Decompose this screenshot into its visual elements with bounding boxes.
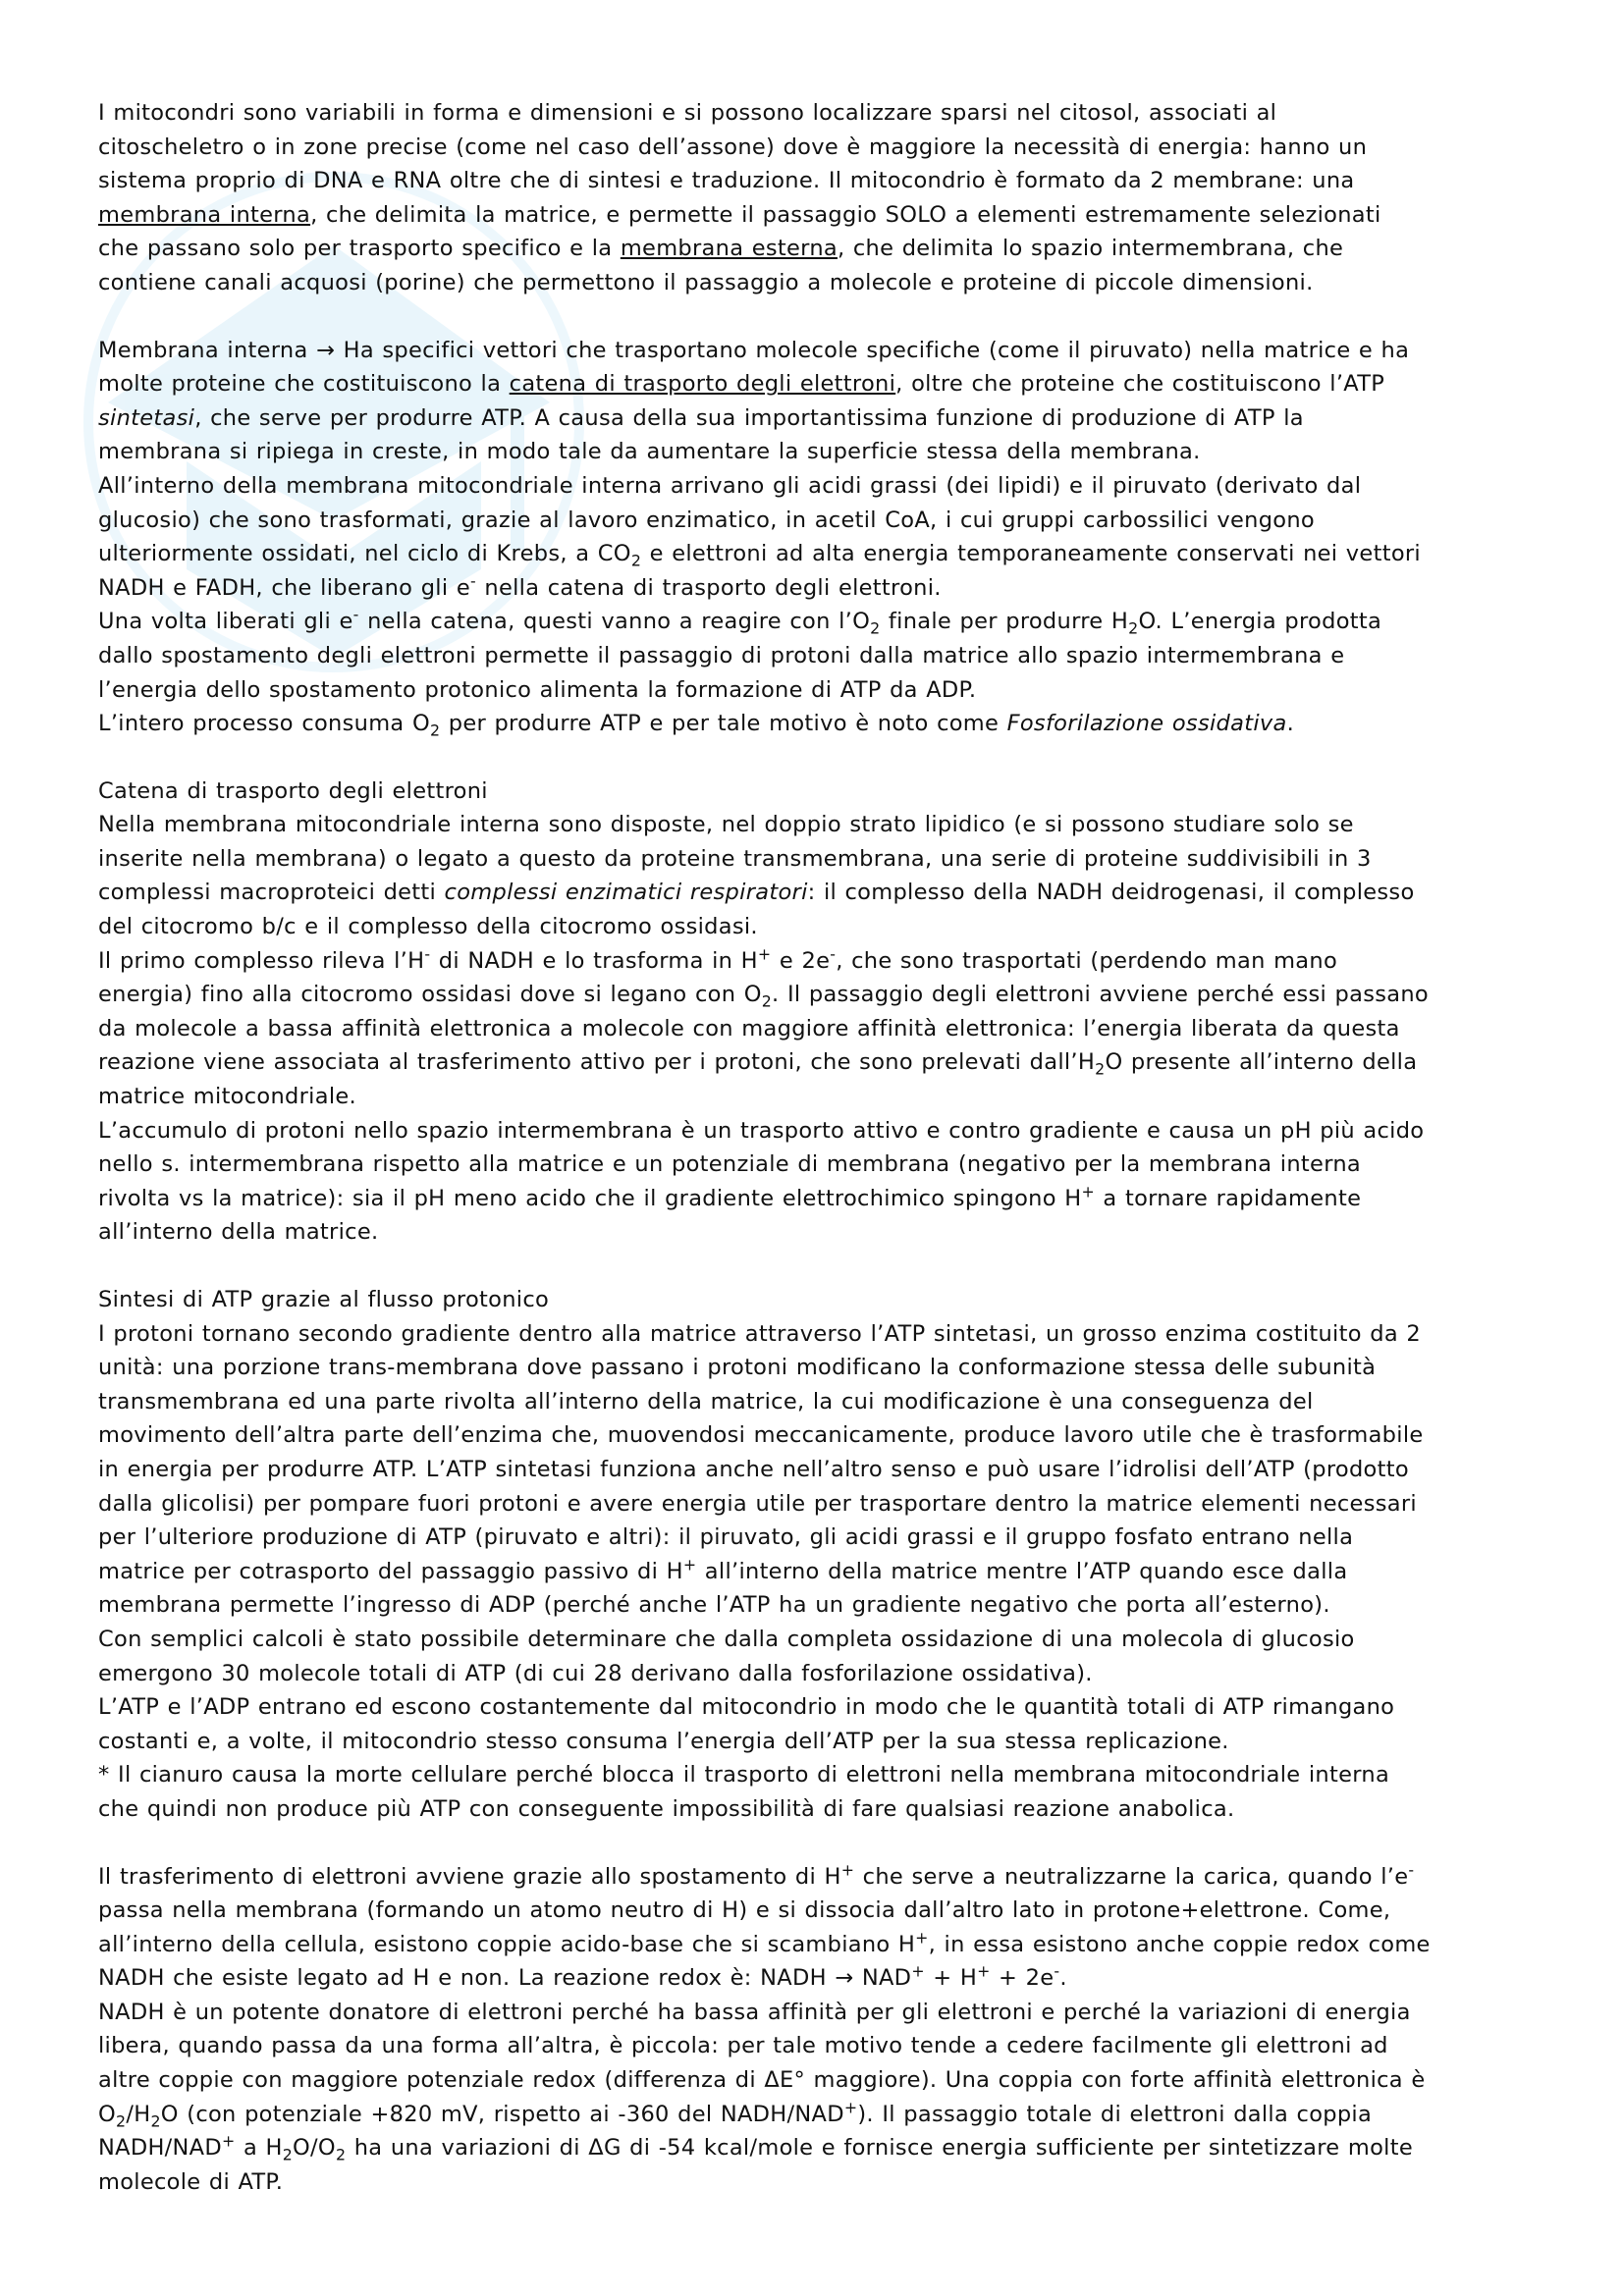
- text-line: Con semplici calcoli è stato possibile determinare che dalla completa ossidazione di una molecola di glucosio: [98, 1626, 1355, 1652]
- text-line: I protoni tornano secondo gradiente dentro alla matrice attraverso l’ATP sintetasi, un grosso enzima costituito da 2: [98, 1320, 1421, 1347]
- text-line: [98, 232, 1532, 266]
- text-line: costanti e, a volte, il mitocondrio stesso consuma l’energia dell’ATP per la sua stessa replicazione.: [98, 1728, 1229, 1754]
- text-line: per l’ulteriore produzione di ATP (piruvato e altri): il piruvato, gli acidi grassi e il gruppo fosfato entrano nella: [98, 1524, 1354, 1551]
- text-line: [98, 571, 1532, 606]
- text-run: : il complesso della NADH deidrogenasi, il complesso: [807, 880, 1415, 906]
- text-line: [98, 401, 1532, 436]
- text-line: matrice mitocondriale.: [98, 1084, 356, 1110]
- text-run: energia) fino alla citocromo ossidasi dove si legano con O: [98, 982, 762, 1008]
- superscript: +: [757, 944, 772, 964]
- text-line: glucosio) che sono trasformati, grazie al lavoro enzimatico, in acetil CoA, i cui gruppi carbossilici vengono: [98, 507, 1315, 533]
- text-run: NADH/NAD: [98, 2135, 222, 2162]
- subscript: 2: [870, 618, 881, 638]
- text-run: O/O: [293, 2135, 336, 2162]
- text-line: all’interno della matrice.: [98, 1219, 379, 1246]
- text-line: [98, 944, 1532, 979]
- text-run: , che delimita la matrice, e permette il passaggio SOLO a elementi estremamente selezionati: [310, 201, 1381, 228]
- superscript: +: [1081, 1182, 1095, 1201]
- text-line: [98, 1182, 1532, 1216]
- text-line: da molecole a bassa affinità elettronica a molecole con maggiore affinità elettronica: l’energia liberata da questa: [98, 1015, 1400, 1041]
- text-line: L’accumulo di protoni nello spazio intermembrana è un trasporto attivo e contro gradiente e causa un pH più acido: [98, 1117, 1425, 1144]
- text-run: O presente all’interno della: [1105, 1049, 1418, 1076]
- text-run: per produrre ATP e per tale motivo è noto come: [440, 711, 1007, 737]
- text-line: [98, 876, 1532, 910]
- subscript: 2: [282, 2145, 294, 2164]
- text-run: nella catena, questi vanno a reagire con l’O: [358, 609, 871, 635]
- text-run: .: [1286, 711, 1295, 737]
- text-line: altre coppie con maggiore potenziale redox (differenza di ΔE° maggiore). Una coppia con forte affinità elettronica è: [98, 2067, 1426, 2094]
- superscript: +: [843, 2098, 858, 2117]
- text-run: rivolta vs la matrice): sia il pH meno acido che il gradiente elettrochimico spingono H: [98, 1185, 1082, 1211]
- text-line: [98, 978, 1532, 1012]
- text-line: [98, 1555, 1532, 1589]
- text-line: membrana permette l’ingresso di ADP (perché anche l’ATP ha un gradiente negativo che porta all’esterno).: [98, 1592, 1330, 1619]
- text-line: inserite nella membrana) o legato a questo da proteine transmembrana, una serie di proteine suddivisibili in 3: [98, 845, 1372, 872]
- subscript: 2: [630, 551, 642, 570]
- italic-term: sintetasi: [98, 404, 195, 431]
- text-run: , che delimita lo spazio intermembrana, che: [837, 236, 1344, 262]
- text-run: + H: [924, 1965, 978, 1992]
- superscript: -: [1054, 1961, 1060, 1981]
- text-run: , che serve per produrre ATP. A causa della sua importantissima funzione di produzione di ATP la: [194, 404, 1304, 431]
- paragraph-mitocondri-intro: [98, 96, 1532, 300]
- text-run: ha una variazioni di ΔG di -54 kcal/mole e fornisce energia sufficiente per sintetizzare molte: [346, 2135, 1413, 2162]
- text-line: [98, 198, 1532, 233]
- text-line: nello s. intermembrana rispetto alla matrice e un potenziale di membrana (negativo per la membrana interna: [98, 1151, 1361, 1178]
- text-line: sistema proprio di DNA e RNA oltre che di sintesi e traduzione. Il mitocondrio è formato da 2 membrane: una: [98, 168, 1355, 194]
- text-run: NADH e FADH, che liberano gli e: [98, 574, 470, 601]
- text-run: . Il passaggio degli elettroni avviene perché essi passano: [772, 982, 1429, 1008]
- text-line: movimento dell’altra parte dell’enzima che, muovendosi meccanicamente, produce lavoro utile che è trasformabile: [98, 1422, 1424, 1449]
- superscript: +: [682, 1555, 697, 1575]
- subscript: 2: [1095, 1059, 1106, 1079]
- text-line: NADH è un potente donatore di elettroni perché ha bassa affinità per gli elettroni e perché la variazioni di energia: [98, 1999, 1411, 2025]
- subscript: 2: [1128, 618, 1139, 638]
- text-line: passa nella membrana (formando un atomo neutro di H) e si dissocia dall’altro lato in protone+elettrone. Come,: [98, 1897, 1391, 1924]
- text-run: e elettroni ad alta energia temporaneamente conservati nei vettori: [641, 541, 1421, 567]
- text-line: [98, 1045, 1532, 1080]
- document-body: [98, 96, 1532, 2232]
- text-run: a tornare rapidamente: [1094, 1185, 1362, 1211]
- superscript: +: [911, 1961, 925, 1981]
- text-line: dalla glicolisi) per pompare fuori protoni e avere energia utile per trasportare dentro la matrice elementi necessari: [98, 1490, 1417, 1517]
- text-line: [98, 605, 1532, 639]
- paragraph-sintesi-atp: [98, 1283, 1532, 1827]
- text-line: [98, 2098, 1532, 2132]
- text-line: del citocromo b/c e il complesso della citocromo ossidasi.: [98, 914, 758, 940]
- subscript: 2: [116, 2111, 127, 2131]
- superscript: +: [222, 2131, 236, 2151]
- text-line: L’ATP e l’ADP entrano ed escono costantemente dal mitocondrio in modo che le quantità totali di ATP rimangano: [98, 1694, 1395, 1721]
- text-line: dallo spostamento degli elettroni permette il passaggio di protoni dalla matrice allo spazio intermembrana e: [98, 642, 1345, 668]
- text-run: molte proteine che costituiscono la: [98, 371, 510, 398]
- underlined-term: membrana esterna: [620, 236, 838, 262]
- text-run: nella catena di trasporto degli elettroni.: [475, 574, 942, 601]
- text-line: All’interno della membrana mitocondriale interna arrivano gli acidi grassi (dei lipidi) e il piruvato (derivato dal: [98, 472, 1362, 499]
- paragraph-membrana-interna: [98, 334, 1532, 741]
- paragraph-trasferimento-elettroni: [98, 1860, 1532, 2200]
- text-line: * Il cianuro causa la morte cellulare perché blocca il trasporto di elettroni nella membrana mitocondriale interna: [98, 1762, 1390, 1789]
- text-line: citoscheletro o in zone precise (come nel caso dell’assone) dove è maggiore la necessità di energia: hanno un: [98, 133, 1368, 160]
- text-run: Una volta liberati gli e: [98, 609, 353, 635]
- superscript: -: [424, 944, 431, 964]
- text-run: O: [98, 2101, 117, 2127]
- text-line: [98, 1961, 1532, 1996]
- text-line: contiene canali acquosi (porine) che permettono il passaggio a molecole e proteine di piccole dimensioni.: [98, 269, 1314, 295]
- text-run: Il primo complesso rileva l’H: [98, 947, 425, 974]
- text-line: [98, 367, 1532, 401]
- text-line: molecole di ATP.: [98, 2168, 284, 2195]
- paragraph-catena-trasporto: [98, 774, 1532, 1250]
- text-run: , oltre che proteine che costituiscono l’ATP: [895, 371, 1385, 398]
- text-run: ulteriormente ossidati, nel ciclo di Krebs, a CO: [98, 541, 631, 567]
- subscript: 2: [761, 991, 773, 1011]
- text-line: [98, 1928, 1532, 1962]
- text-run: a H: [235, 2135, 283, 2162]
- superscript: +: [977, 1961, 991, 1981]
- superscript: -: [352, 605, 359, 624]
- subscript: 2: [150, 2111, 161, 2131]
- text-run: di NADH e lo trasforma in H: [430, 947, 758, 974]
- text-line: l’energia dello spostamento protonico alimenta la formazione di ATP da ADP.: [98, 676, 977, 703]
- text-run: all’interno della matrice mentre l’ATP quando esce dalla: [696, 1558, 1348, 1584]
- underlined-term: membrana interna: [98, 201, 311, 228]
- text-run: , che sono trasportati (perdendo man mano: [836, 947, 1338, 974]
- text-run: e 2e: [771, 947, 831, 974]
- section-heading: Sintesi di ATP grazie al flusso protonico: [98, 1287, 550, 1312]
- text-line: [98, 707, 1532, 741]
- text-run: finale per produrre H: [880, 609, 1129, 635]
- superscript: -: [1408, 1860, 1415, 1879]
- text-run: O. L’energia prodotta: [1138, 609, 1382, 635]
- text-run: /H: [126, 2101, 151, 2127]
- text-line: emergono 30 molecole totali di ATP (di cui 28 derivano dalla fosforilazione ossidativa).: [98, 1660, 1093, 1686]
- superscript: +: [915, 1928, 929, 1948]
- text-line: [98, 1860, 1532, 1895]
- text-run: + 2e: [990, 1965, 1055, 1992]
- text-line: che quindi non produce più ATP con conseguente impossibilità di fare qualsiasi reazione anabolica.: [98, 1795, 1235, 1822]
- section-heading: Catena di trasporto degli elettroni: [98, 777, 488, 804]
- text-run: che serve a neutralizzarne la carica, quando l’e: [854, 1863, 1409, 1890]
- text-run: .: [1059, 1965, 1067, 1992]
- text-line: libera, quando passa da una forma all’altra, è piccola: per tale motivo tende a cedere facilmente gli elettroni ad: [98, 2033, 1388, 2059]
- subscript: 2: [335, 2145, 347, 2164]
- text-line: in energia per produrre ATP. L’ATP sintetasi funziona anche nell’altro senso e può usare l’idrolisi dell’ATP (prodotto: [98, 1456, 1409, 1482]
- superscript: +: [840, 1860, 855, 1879]
- italic-term: Fosforilazione ossidativa: [1006, 711, 1287, 737]
- text-run: O (con potenziale +820 mV, rispetto ai -360 del NADH/NAD: [160, 2101, 844, 2127]
- superscript: -: [830, 944, 837, 964]
- text-run: Il trasferimento di elettroni avviene grazie allo spostamento di H: [98, 1863, 841, 1890]
- text-run: ). Il passaggio totale di elettroni dalla coppia: [857, 2101, 1373, 2127]
- text-run: complessi macroproteici detti: [98, 880, 445, 906]
- text-line: I mitocondri sono variabili in forma e dimensioni e si possono localizzare sparsi nel citosol, associati al: [98, 100, 1277, 126]
- text-line: Nella membrana mitocondriale interna sono disposte, nel doppio strato lipidico (e si possono studiare solo se: [98, 812, 1354, 838]
- text-run: all’interno della cellula, esistono coppie acido-base che si scambiano H: [98, 1931, 916, 1957]
- underlined-term: catena di trasporto degli elettroni: [509, 371, 896, 398]
- text-line: [98, 2131, 1532, 2165]
- text-line: unità: una porzione trans-membrana dove passano i protoni modificano la conformazione stessa delle subunità: [98, 1355, 1377, 1381]
- text-run: matrice per cotrasporto del passaggio passivo di H: [98, 1558, 683, 1584]
- text-run: NADH che esiste legato ad H e non. La reazione redox è: NADH → NAD: [98, 1965, 912, 1992]
- text-run: che passano solo per trasporto specifico e la: [98, 236, 621, 262]
- italic-term: complessi enzimatici respiratori: [444, 880, 808, 906]
- text-run: L’intero processo consuma O: [98, 711, 430, 737]
- text-line: Membrana interna → Ha specifici vettori che trasportano molecole specifiche (come il piruvato) nella matrice e ha: [98, 337, 1410, 363]
- subscript: 2: [429, 721, 441, 740]
- text-run: reazione viene associata al trasferimento attivo per i protoni, che sono prelevati dall’H: [98, 1049, 1096, 1076]
- text-line: transmembrana ed una parte rivolta all’interno della matrice, la cui modificazione è una conseguenza del: [98, 1388, 1314, 1415]
- text-line: [98, 537, 1532, 571]
- text-line: membrana si ripiega in creste, in modo tale da aumentare la superficie stessa della membrana.: [98, 439, 1201, 465]
- superscript: -: [469, 571, 476, 591]
- text-run: , in essa esistono anche coppie redox come: [928, 1931, 1431, 1957]
